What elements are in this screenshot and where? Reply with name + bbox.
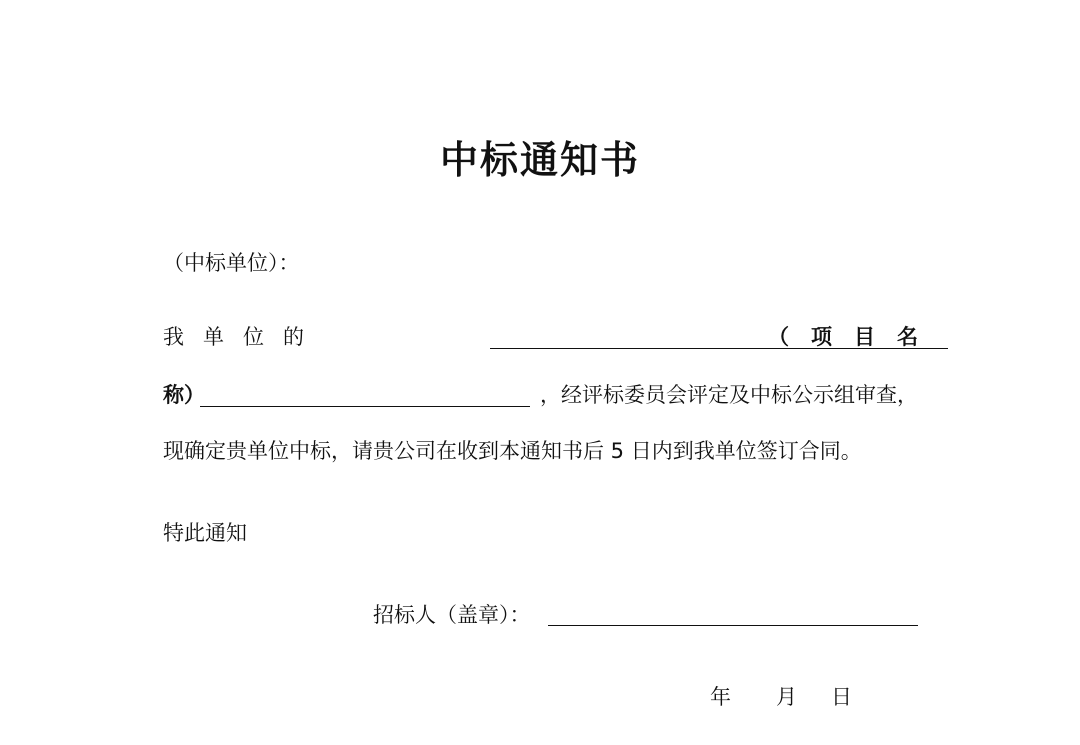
line2-rest-text: ，经评标委员会评定及中标公示组审查， xyxy=(540,383,918,407)
date-month: 月 xyxy=(776,685,797,709)
line2-start-text: 称） xyxy=(163,383,205,407)
date-year: 年 xyxy=(710,685,731,709)
date-day: 日 xyxy=(831,685,852,709)
paragraph-line-1 xyxy=(163,322,940,352)
line1-end-text: （项目名 xyxy=(768,325,940,349)
document-title: 中标通知书 xyxy=(439,138,640,182)
date-line xyxy=(710,682,890,712)
signer-blank xyxy=(548,625,918,626)
signer-label: 招标人（盖章）： xyxy=(373,603,531,627)
signer-line xyxy=(373,600,918,630)
paragraph-line-3: 现确定贵单位中标，请贵公司在收到本通知书后 5 日内到我单位签订合同。 xyxy=(163,439,862,463)
line1-start-text: 我单位的 xyxy=(163,325,323,349)
project-name-blank-continued xyxy=(200,406,530,407)
closing-text: 特此通知 xyxy=(163,521,247,545)
salutation: （中标单位）： xyxy=(163,251,300,275)
paragraph-line-2 xyxy=(163,380,923,410)
